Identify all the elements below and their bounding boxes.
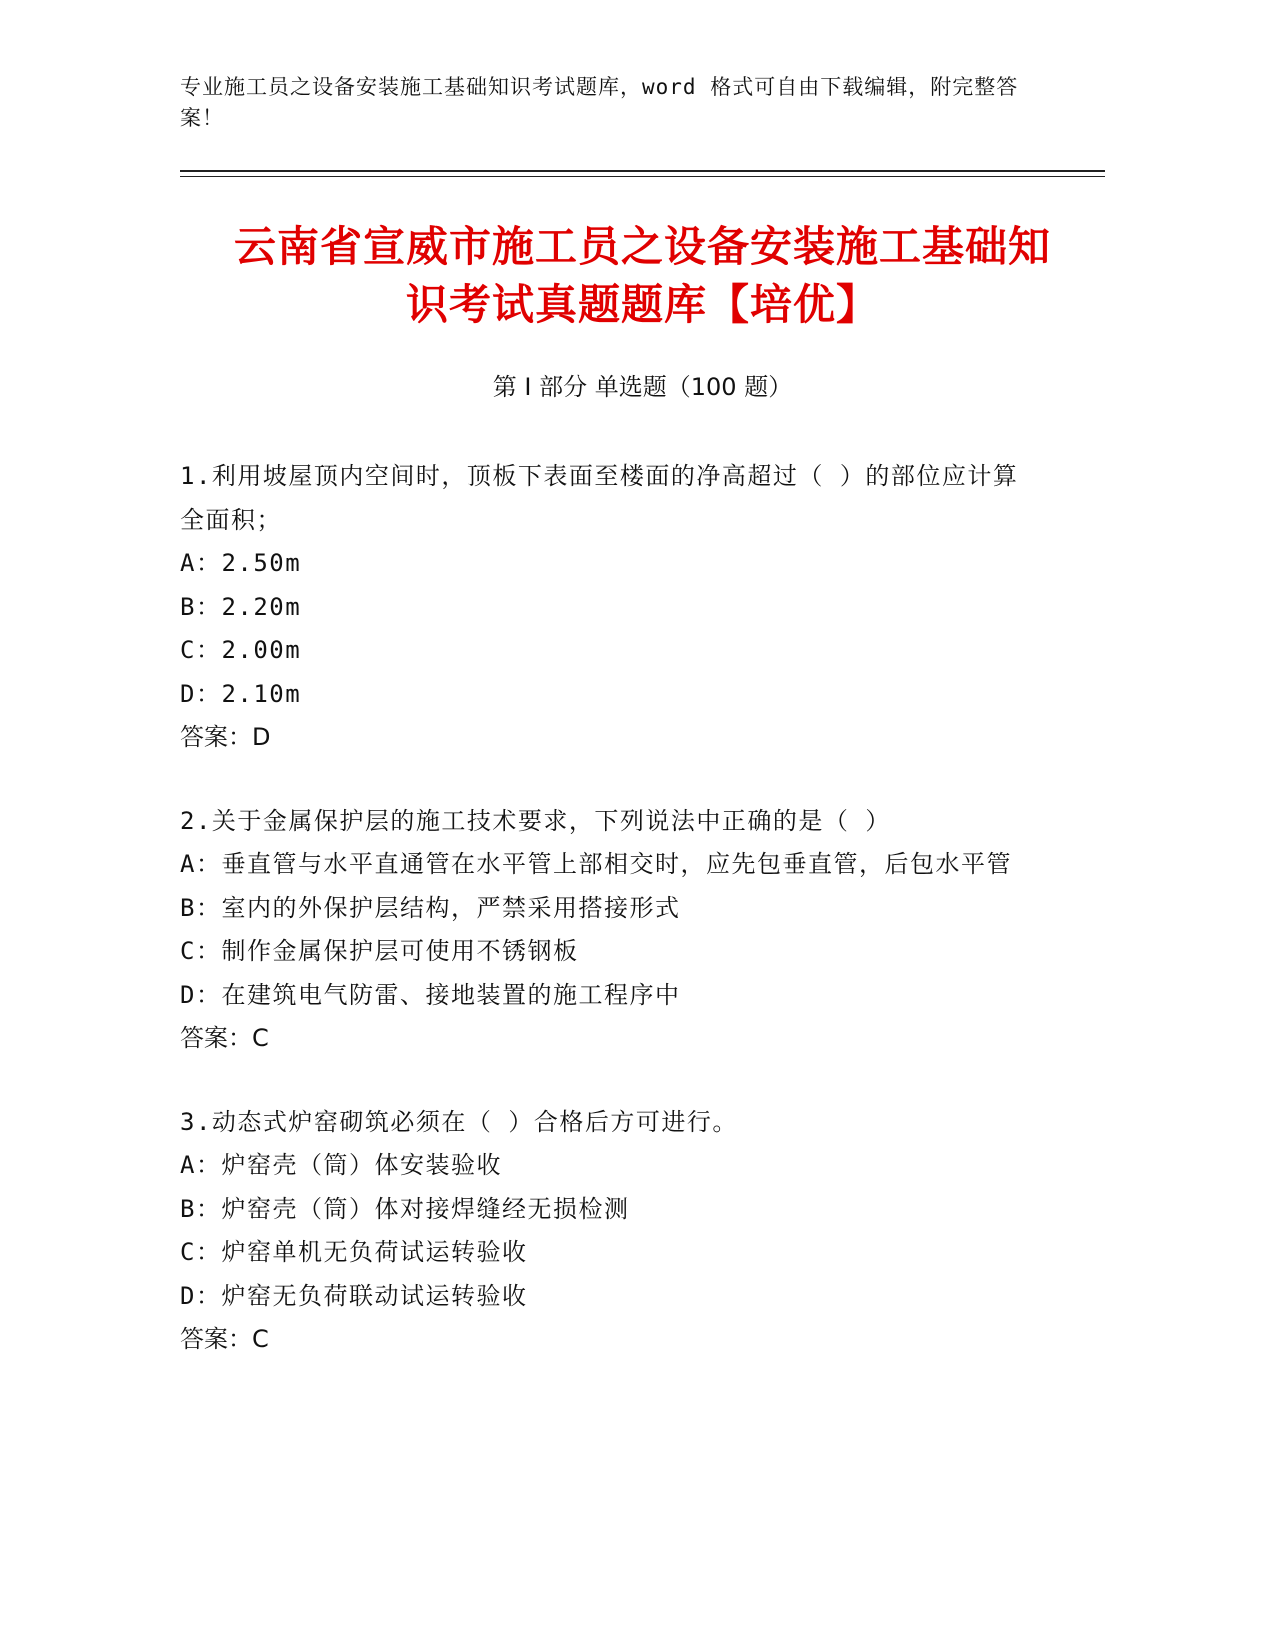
- answer-line: 答案：D: [180, 723, 271, 751]
- option-d: D：炉窑无负荷联动试运转验收: [180, 1281, 528, 1310]
- header-divider-thick: [180, 170, 1105, 172]
- option-c: C：制作金属保护层可使用不锈钢板: [180, 937, 579, 965]
- question-stem: 2.关于金属保护层的施工技术要求，下列说法中正确的是（ ）: [180, 806, 891, 835]
- option-c: C：炉窑单机无负荷试运转验收: [180, 1238, 528, 1266]
- document-title-line-1: 云南省宣威市施工员之设备安装施工基础知: [233, 222, 1051, 271]
- section-title: 第 I 部分 单选题（100 题）: [492, 373, 793, 401]
- question-3: [180, 1101, 1040, 1362]
- option-a: A：2.50m: [180, 549, 302, 577]
- option-b: B：炉窑壳（筒）体对接焊缝经无损检测: [180, 1194, 630, 1223]
- question-list: [180, 455, 1040, 1402]
- option-a: A：炉窑壳（筒）体安装验收: [180, 1151, 502, 1179]
- document-title-line-2: 识考试真题题库【培优】: [405, 280, 879, 329]
- question-stem: 1.利用坡屋顶内空间时，顶板下表面至楼面的净高超过（ ）的部位应计算全面积；: [180, 462, 1019, 534]
- header-note: 专业施工员之设备安装施工基础知识考试题库，word 格式可自由下载编辑，附完整答案！: [180, 75, 1019, 130]
- option-c: C：2.00m: [180, 636, 302, 664]
- option-b: B：室内的外保护层结构，严禁采用搭接形式: [180, 893, 681, 922]
- answer-line: 答案：C: [180, 1325, 269, 1353]
- option-d: D：2.10m: [180, 679, 302, 708]
- header-divider-thin: [180, 176, 1105, 177]
- option-b: B：2.20m: [180, 592, 302, 621]
- option-d: D：在建筑电气防雷、接地装置的施工程序中: [180, 980, 681, 1009]
- question-2: [180, 800, 1040, 1061]
- question-stem: 3.动态式炉窑砌筑必须在（ ）合格后方可进行。: [180, 1107, 738, 1136]
- option-a: A：垂直管与水平直通管在水平管上部相交时，应先包垂直管，后包水平管: [180, 850, 1012, 878]
- document-title: [180, 218, 1105, 334]
- question-1: [180, 455, 1040, 760]
- answer-line: 答案：C: [180, 1024, 269, 1052]
